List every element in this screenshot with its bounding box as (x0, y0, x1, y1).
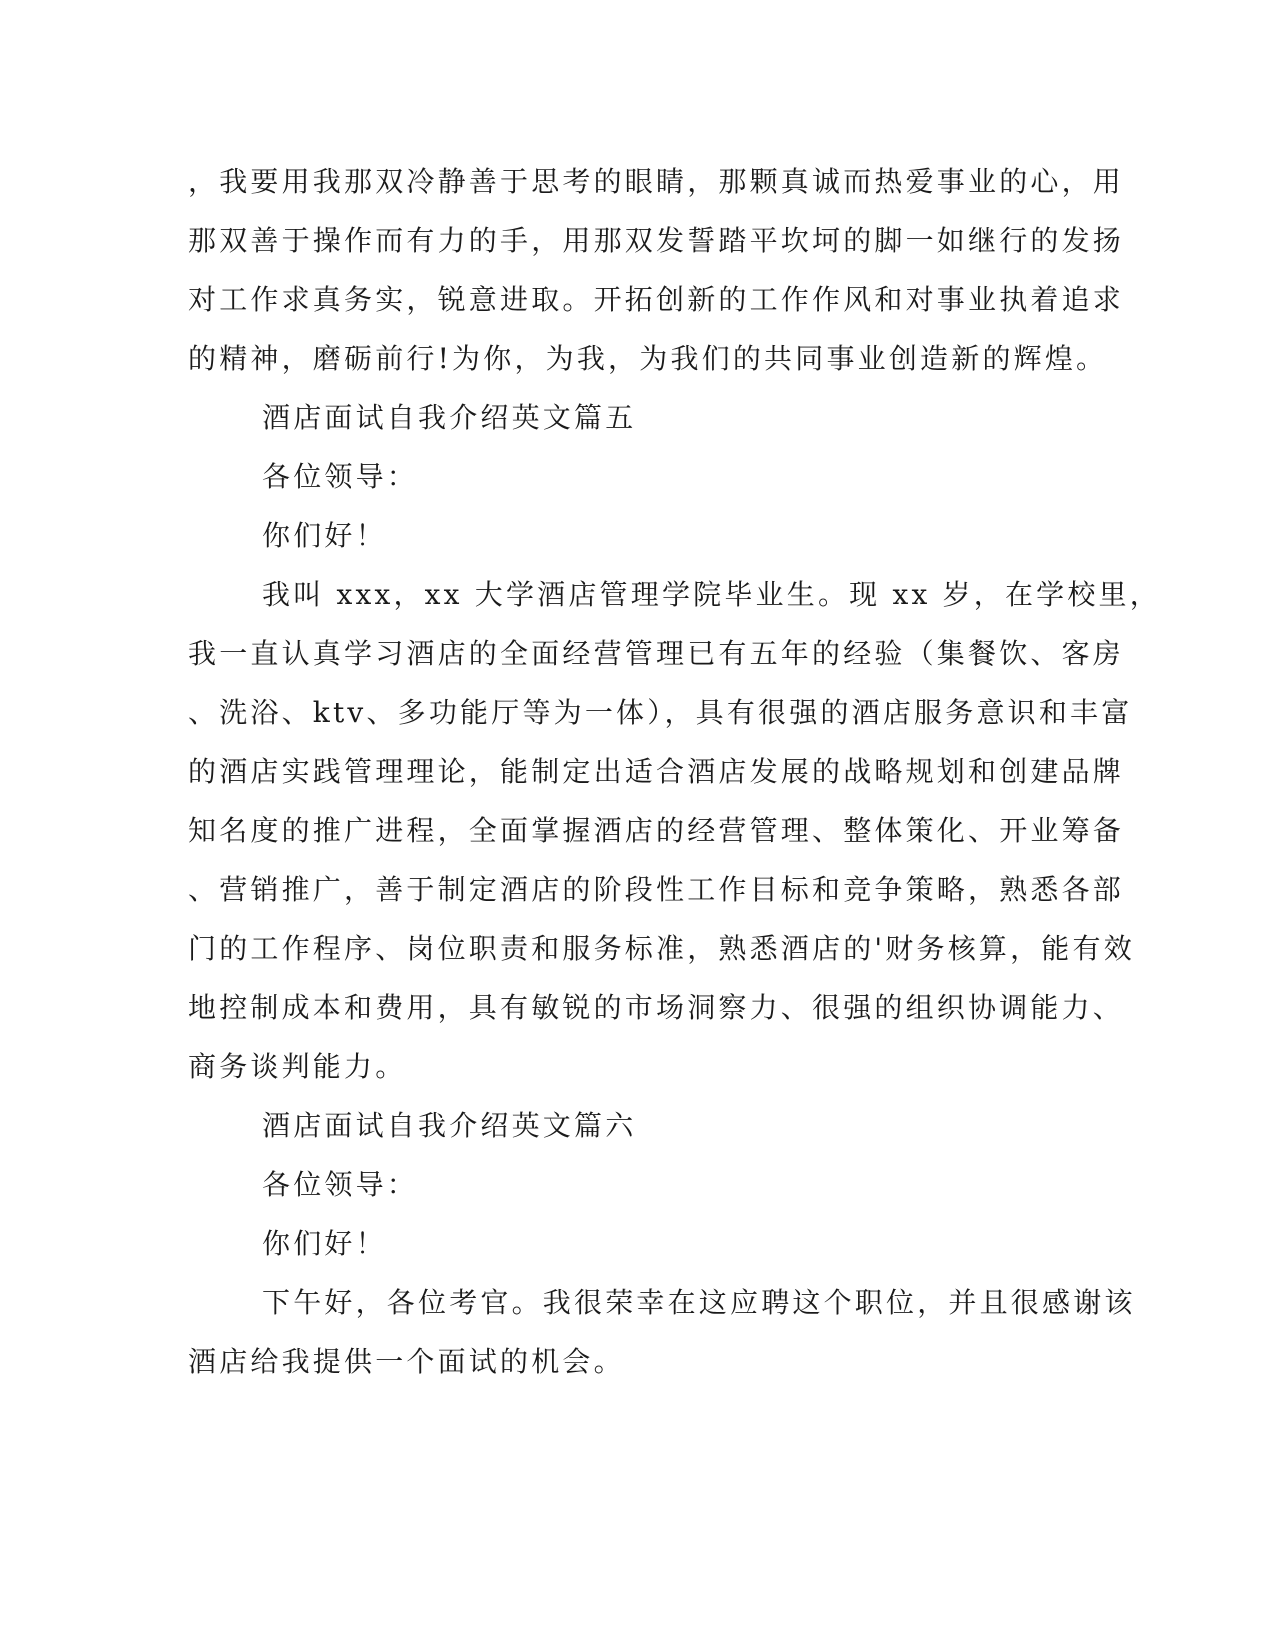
body-text-line: 、营销推广，善于制定酒店的阶段性工作目标和竞争策略，熟悉各部 (188, 873, 1125, 906)
body-text-line: 下午好，各位考官。我很荣幸在这应聘这个职位，并且很感谢该 (262, 1286, 1136, 1319)
body-text-line: 的酒店实践管理理论，能制定出适合酒店发展的战略规划和创建品牌 (188, 755, 1125, 788)
body-text-line: ，我要用我那双冷静善于思考的眼睛，那颗真诚而热爱事业的心，用 (188, 165, 1125, 198)
body-text-line: 我叫 xxx，xx 大学酒店管理学院毕业生。现 xx 岁，在学校里， (262, 578, 1161, 611)
body-text-line: 知名度的推广进程，全面掌握酒店的经营管理、整体策化、开业筹备 (188, 814, 1125, 847)
salutation: 各位领导： (262, 1168, 419, 1201)
body-text-line: 酒店给我提供一个面试的机会。 (188, 1345, 625, 1378)
salutation: 各位领导： (262, 460, 419, 493)
greeting: 你们好！ (262, 1227, 387, 1260)
section-heading: 酒店面试自我介绍英文篇六 (262, 1109, 637, 1142)
body-text-line: 地控制成本和费用，具有敏锐的市场洞察力、很强的组织协调能力、 (188, 991, 1125, 1024)
section-heading: 酒店面试自我介绍英文篇五 (262, 401, 637, 434)
body-text-line: 我一直认真学习酒店的全面经营管理已有五年的经验（集餐饮、客房 (188, 637, 1125, 670)
greeting: 你们好！ (262, 519, 387, 552)
body-text-line: 对工作求真务实，锐意进取。开拓创新的工作作风和对事业执着追求 (188, 283, 1125, 316)
body-text-line: 的精神，磨砺前行!为你，为我，为我们的共同事业创造新的辉煌。 (188, 342, 1108, 375)
body-text-line: 、洗浴、ktv、多功能厅等为一体），具有很强的酒店服务意识和丰富 (188, 696, 1133, 729)
body-text-line: 门的工作程序、岗位职责和服务标准，熟悉酒店的'财务核算，能有效 (188, 932, 1135, 965)
body-text-line: 那双善于操作而有力的手，用那双发誓踏平坎坷的脚一如继行的发扬 (188, 224, 1125, 257)
body-text-line: 商务谈判能力。 (188, 1050, 407, 1083)
